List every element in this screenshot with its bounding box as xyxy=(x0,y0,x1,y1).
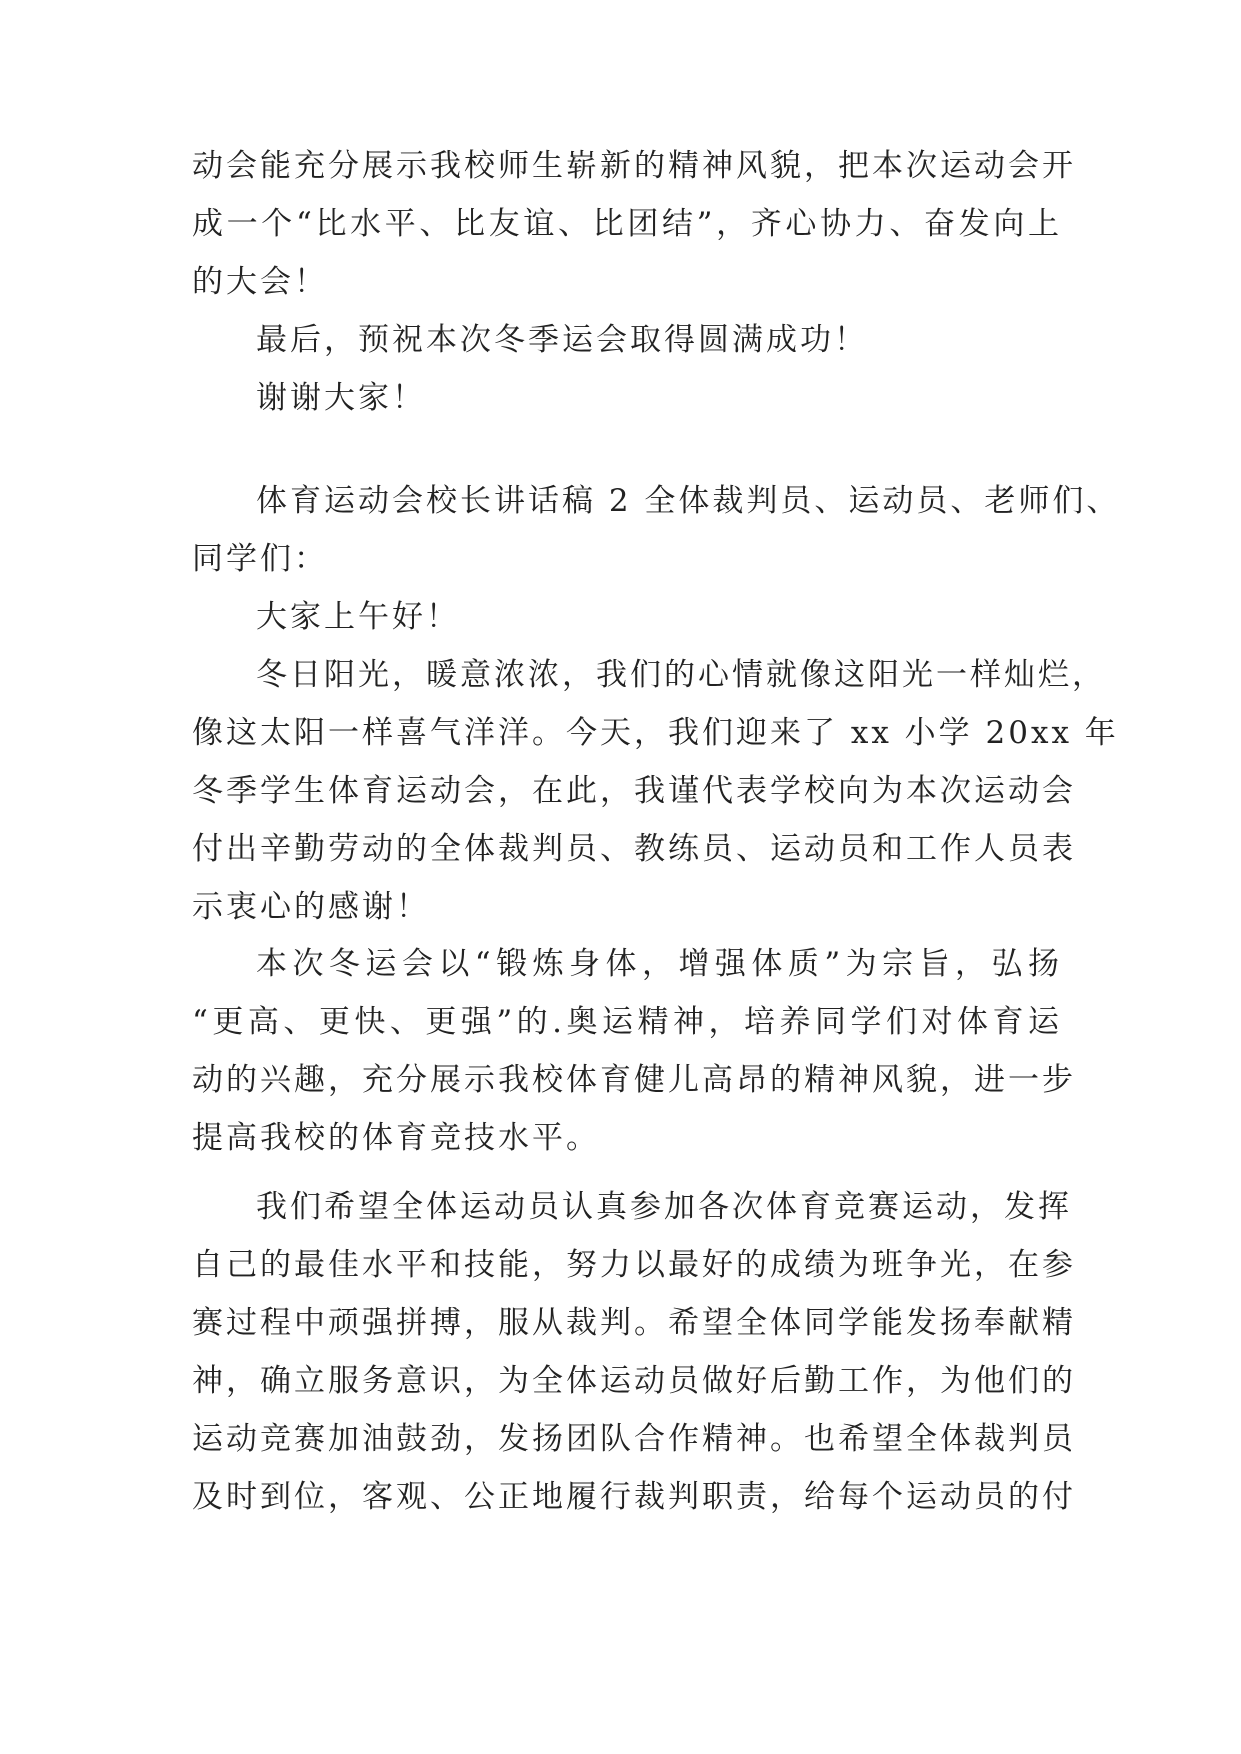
text-line: 大家上午好！ xyxy=(256,599,460,635)
text-line: 谢谢大家！ xyxy=(256,380,426,416)
text-line: 像这太阳一样喜气洋洋。今天，我们迎来了 xx 小学 20xx 年 xyxy=(192,715,1119,751)
text-line: 运动竞赛加油鼓劲，发扬团队合作精神。也希望全体裁判员 xyxy=(192,1421,1076,1457)
text-line: 本次冬运会以“锻炼身体，增强体质”为宗旨，弘扬 xyxy=(256,946,1062,982)
text-line: 动的兴趣，充分展示我校体育健儿高昂的精神风貌，进一步 xyxy=(192,1062,1076,1098)
text-line: 提高我校的体育竞技水平。 xyxy=(192,1120,600,1156)
text-line: 动会能充分展示我校师生崭新的精神风貌，把本次运动会开 xyxy=(192,148,1076,184)
text-line: “更高、更快、更强”的.奥运精神，培养同学们对体育运 xyxy=(192,1004,1062,1040)
text-line: 自己的最佳水平和技能，努力以最好的成绩为班争光，在参 xyxy=(192,1247,1076,1283)
text-line: 我们希望全体运动员认真参加各次体育竞赛运动，发挥 xyxy=(256,1189,1072,1225)
text-line: 神，确立服务意识，为全体运动员做好后勤工作，为他们的 xyxy=(192,1363,1076,1399)
text-line: 的大会！ xyxy=(192,264,328,300)
text-line: 及时到位，客观、公正地履行裁判职责，给每个运动员的付 xyxy=(192,1479,1076,1515)
text-line: 成一个“比水平、比友谊、比团结”，齐心协力、奋发向上 xyxy=(192,206,1062,242)
text-line: 付出辛勤劳动的全体裁判员、教练员、运动员和工作人员表 xyxy=(192,831,1076,867)
text-line: 最后，预祝本次冬季运会取得圆满成功！ xyxy=(256,322,868,358)
text-line: 赛过程中顽强拼搏，服从裁判。希望全体同学能发扬奉献精 xyxy=(192,1305,1076,1341)
text-line: 示衷心的感谢！ xyxy=(192,889,430,925)
section-heading-line: 体育运动会校长讲话稿 2 全体裁判员、运动员、老师们、 xyxy=(256,483,1121,519)
text-line: 冬日阳光，暖意浓浓，我们的心情就像这阳光一样灿烂， xyxy=(256,657,1106,693)
text-line: 同学们： xyxy=(192,541,328,577)
text-line: 冬季学生体育运动会，在此，我谨代表学校向为本次运动会 xyxy=(192,773,1076,809)
